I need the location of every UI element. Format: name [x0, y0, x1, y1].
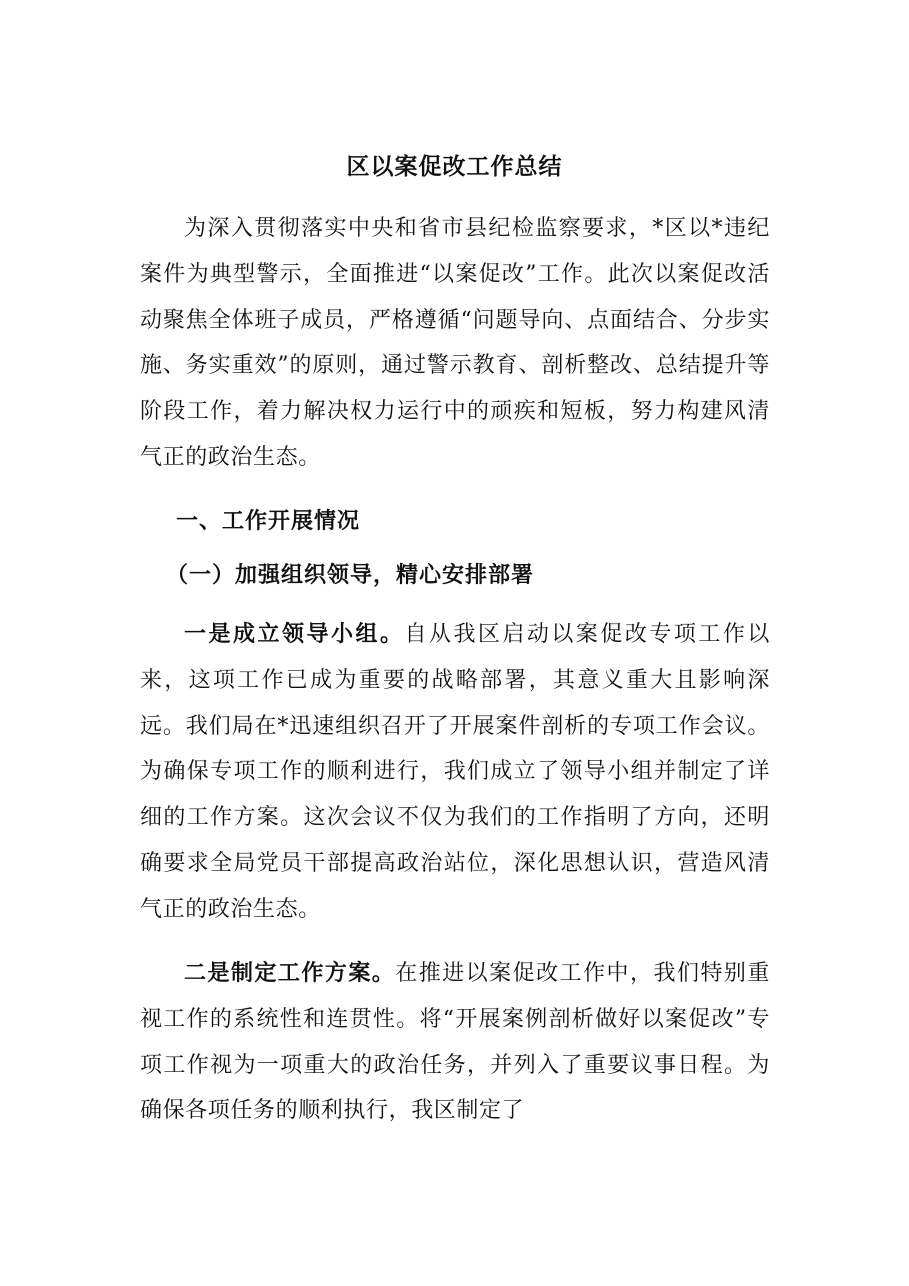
item-2-paragraph: [140, 951, 770, 1134]
document-title: 区以案促改工作总结: [346, 154, 563, 180]
item-1-body: 自从我区启动以案促改专项工作以来，这项工作已成为重要的战略部署，其意义重大且影响深远。我们局在*迅速组织召开了开展案件剖析的专项工作会议。为确保专项工作的顺利进行，我们成立了领导小组并制定了详细的工作方案。这次会议不仅为我们的工作指明了方向，还明确要求全局党员干部提高政治站位，深化思想认识，营造风清气正的政治生态。: [140, 622, 770, 922]
item-2-lead: 二是制定工作方案。: [184, 961, 396, 986]
subsection-heading: （一）加强组织领导，精心安排部署: [166, 563, 535, 588]
intro-paragraph: 为深入贯彻落实中央和省市县纪检监察要求，*区以*违纪案件为典型警示，全面推进“以案促改”工作。此次以案促改活动聚焦全体班子成员，严格遵循“问题导向、点面结合、分步实施、务实重效”的原则，通过警示教育、剖析整改、总结提升等阶段工作，着力解决权力运行中的顽疾和短板，努力构建风清气正的政治生态。: [140, 216, 770, 470]
section-heading: 一、工作开展情况: [176, 509, 361, 534]
item-1-paragraph: [140, 612, 770, 933]
item-1-lead: 一是成立领导小组。: [184, 622, 405, 647]
item-2-body: 在推进以案促改工作中，我们特别重视工作的系统性和连贯性。将“开展案例剖析做好以案促改”专项工作视为一项重大的政治任务，并列入了重要议事日程。为确保各项任务的顺利执行，我区制定了: [140, 961, 770, 1124]
